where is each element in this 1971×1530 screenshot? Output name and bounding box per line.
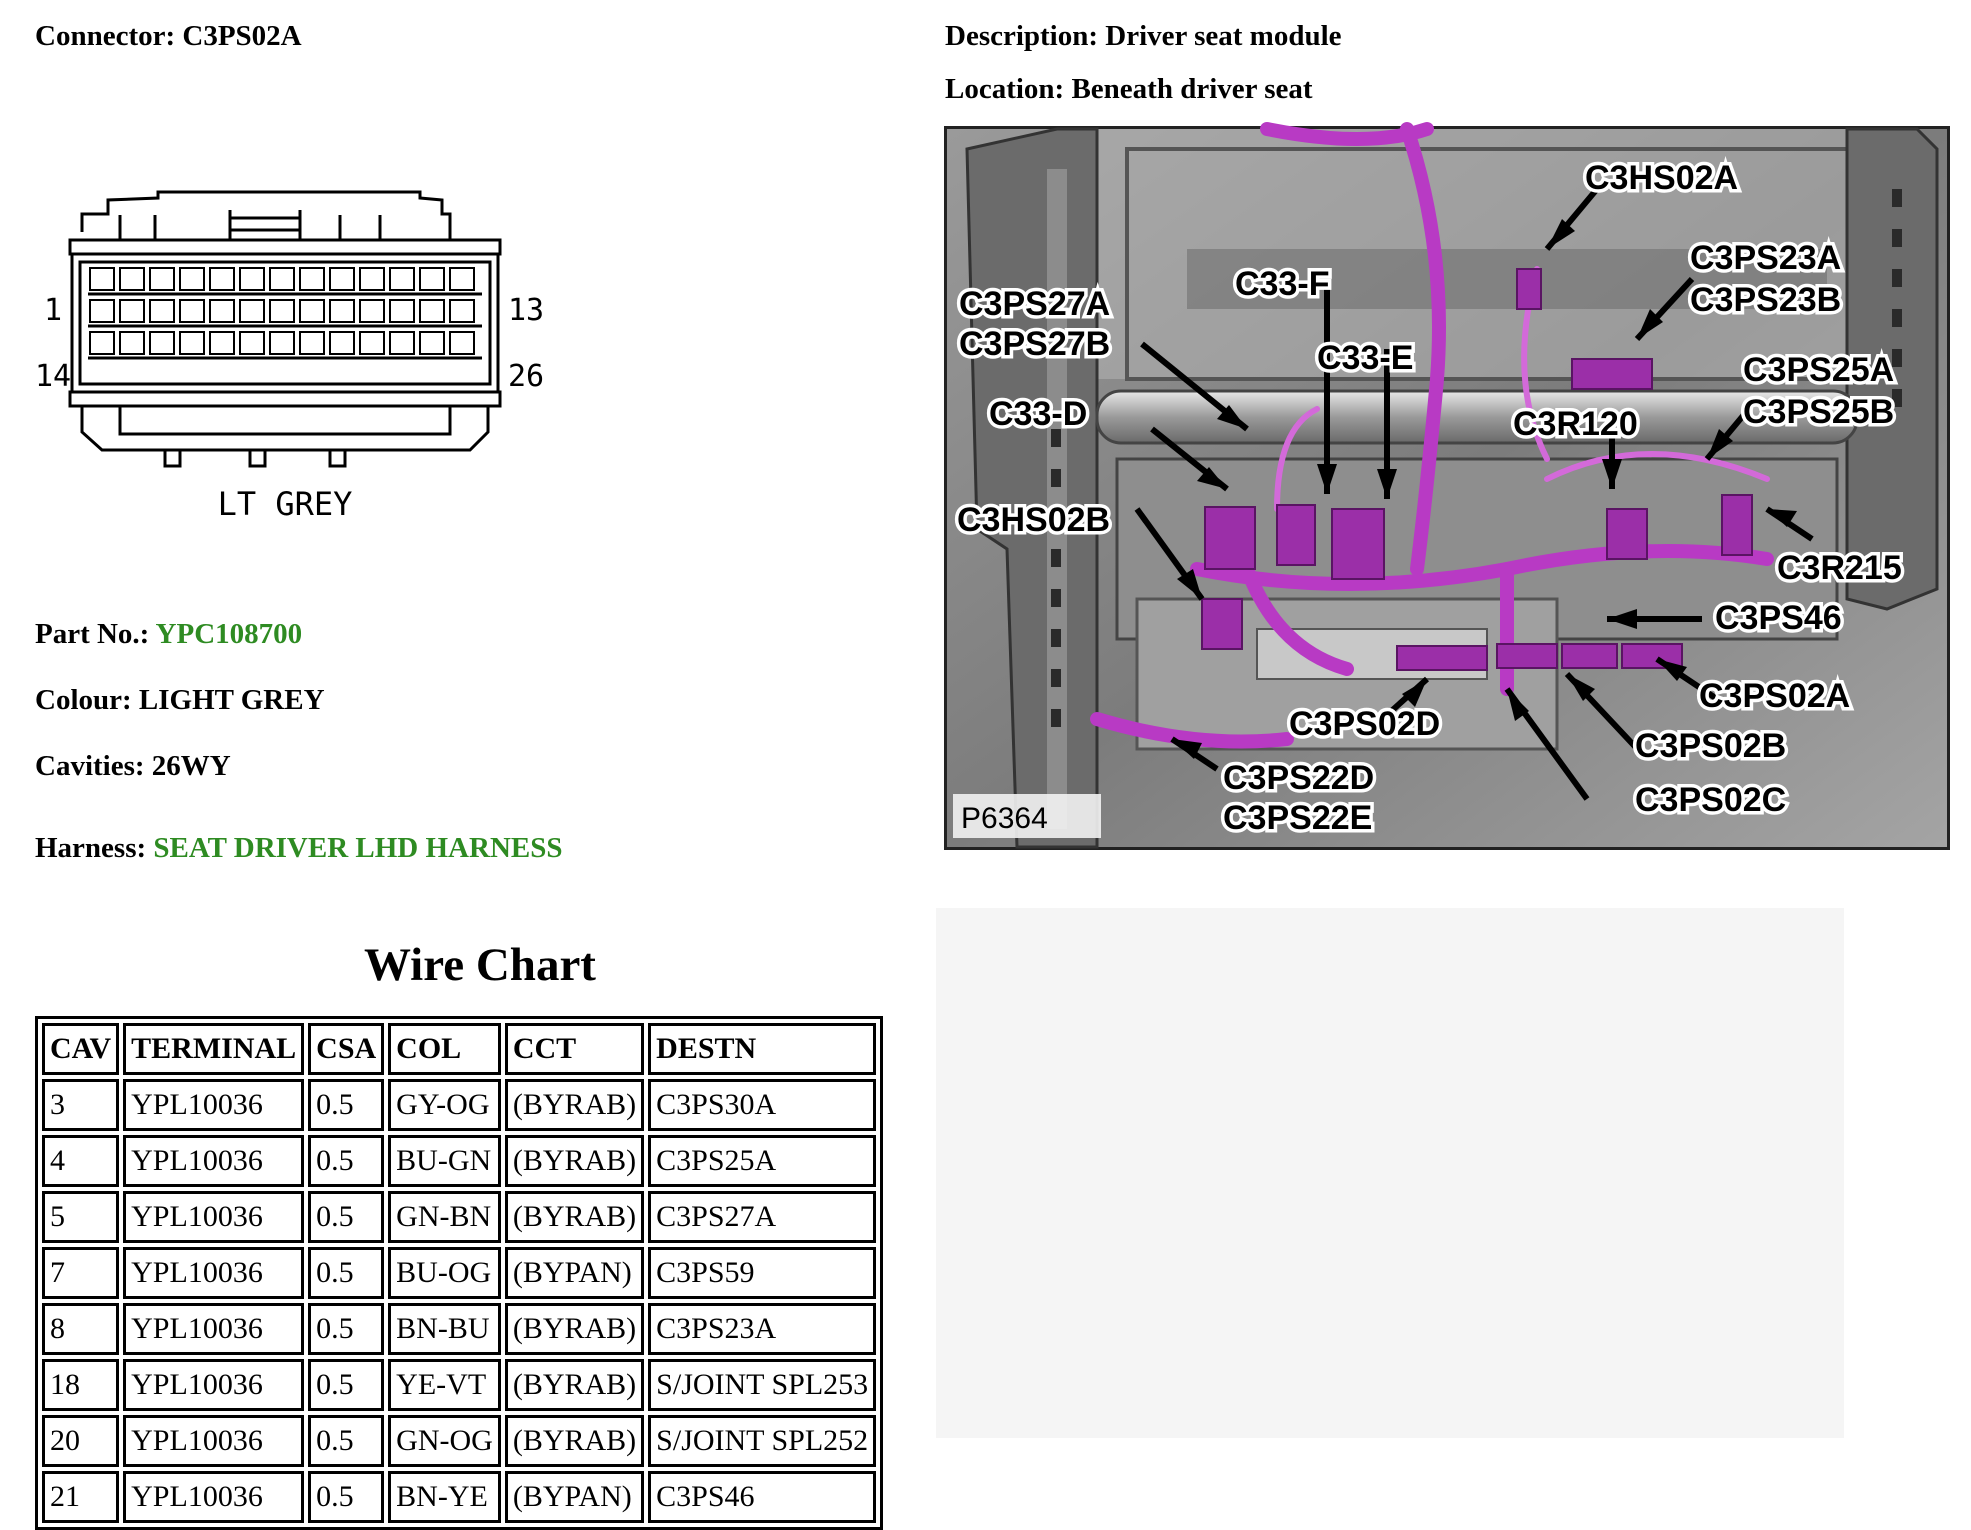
table-row: [42, 1135, 876, 1187]
cell-terminal: YPL10036: [123, 1247, 304, 1299]
cell-csa: 0.5: [308, 1247, 384, 1299]
table-row: [42, 1303, 876, 1355]
description-value: Driver seat module: [1105, 20, 1342, 52]
cavity-cell: [450, 300, 474, 322]
column-header-col: COL: [388, 1023, 501, 1075]
wire-chart-table: [35, 1016, 883, 1530]
callout-c3ps27b: C3PS27B: [959, 325, 1111, 363]
callout-c3r120: C3R120: [1513, 405, 1638, 443]
table-row: [42, 1191, 876, 1243]
cell-terminal: YPL10036: [123, 1079, 304, 1131]
photo-code: P6364: [961, 802, 1048, 835]
callout-c3ps25a: C3PS25A: [1743, 351, 1895, 389]
callout-c3hs02a: C3HS02A: [1585, 159, 1739, 197]
cavity-cell: [420, 300, 444, 322]
cavity-cell: [390, 300, 414, 322]
callout-c3ps02d: C3PS02D: [1289, 705, 1441, 743]
cavity-cell: [120, 300, 144, 322]
cavities-line: [35, 750, 231, 783]
cavity-cell: [210, 300, 234, 322]
cell-cav: 5: [42, 1191, 119, 1243]
callout-c3hs02b: C3HS02B: [957, 501, 1111, 539]
cell-destn: C3PS27A: [648, 1191, 876, 1243]
table-row: [42, 1359, 876, 1411]
callout-c3ps23b: C3PS23B: [1690, 281, 1842, 319]
callout-c3ps02a: C3PS02A: [1699, 677, 1851, 715]
harness-line: [35, 832, 562, 865]
cavity-cell: [300, 332, 324, 354]
cell-terminal: YPL10036: [123, 1471, 304, 1523]
cell-col: BU-OG: [388, 1247, 501, 1299]
cavity-cell: [300, 268, 324, 290]
cavity-cell: [360, 300, 384, 322]
cavity-cell: [360, 332, 384, 354]
cavities-value: 26WY: [151, 750, 231, 782]
cell-destn: C3PS23A: [648, 1303, 876, 1355]
part-number-link[interactable]: YPC108700: [155, 618, 303, 650]
cavity-cell: [300, 300, 324, 322]
cavity-cell: [270, 332, 294, 354]
cavity-cell: [210, 332, 234, 354]
wire-chart-title: Wire Chart: [364, 939, 596, 991]
cavity-cell: [90, 332, 114, 354]
cell-csa: 0.5: [308, 1135, 384, 1187]
description-line: [945, 20, 1342, 53]
cavity-cell: [240, 332, 264, 354]
harness-label: Harness:: [35, 832, 147, 864]
cavity-cell: [150, 300, 174, 322]
table-row: [42, 1415, 876, 1467]
column-header-cav: CAV: [42, 1023, 119, 1075]
cavity-cell: [270, 268, 294, 290]
cell-cct: (BYRAB): [505, 1079, 644, 1131]
connector-line: [35, 20, 302, 53]
cavity-cell: [330, 332, 354, 354]
cell-cav: 18: [42, 1359, 119, 1411]
cell-csa: 0.5: [308, 1415, 384, 1467]
cavity-cell: [90, 268, 114, 290]
location-label: Location:: [945, 73, 1065, 105]
callout-c3ps25b: C3PS25B: [1743, 393, 1895, 431]
cavity-cell: [120, 332, 144, 354]
callout-c3r215: C3R215: [1777, 549, 1902, 587]
cavity-cell: [90, 300, 114, 322]
cavity-cell: [330, 300, 354, 322]
cell-col: BU-GN: [388, 1135, 501, 1187]
pin-label-1: 1: [44, 293, 63, 328]
colour-label: Colour:: [35, 684, 132, 716]
cavity-cell: [150, 332, 174, 354]
blank-panel: [936, 908, 1844, 1438]
cavity-cell: [360, 268, 384, 290]
cell-cct: (BYRAB): [505, 1415, 644, 1467]
table-row: [42, 1079, 876, 1131]
connector-label: Connector:: [35, 20, 176, 52]
cell-cav: 21: [42, 1471, 119, 1523]
cell-terminal: YPL10036: [123, 1191, 304, 1243]
cell-destn: C3PS46: [648, 1471, 876, 1523]
cavity-cell: [420, 332, 444, 354]
cell-cav: 3: [42, 1079, 119, 1131]
column-header-terminal: TERMINAL: [123, 1023, 304, 1075]
cell-cav: 7: [42, 1247, 119, 1299]
cell-cct: (BYRAB): [505, 1359, 644, 1411]
callout-c3ps02b: C3PS02B: [1635, 727, 1787, 765]
callout-c33-d: C33-D: [989, 395, 1088, 433]
harness-link[interactable]: SEAT DRIVER LHD HARNESS: [153, 832, 563, 864]
cavity-cell: [210, 268, 234, 290]
cell-csa: 0.5: [308, 1303, 384, 1355]
location-value: Beneath driver seat: [1071, 73, 1313, 105]
cell-destn: C3PS30A: [648, 1079, 876, 1131]
cavity-cell: [180, 332, 204, 354]
pin-label-26: 26: [508, 359, 545, 394]
cell-destn: S/JOINT SPL252: [648, 1415, 876, 1467]
callout-c3ps23a: C3PS23A: [1690, 239, 1842, 277]
column-header-destn: DESTN: [648, 1023, 876, 1075]
cavity-cell: [180, 268, 204, 290]
description-label: Description:: [945, 20, 1099, 52]
cavity-cell: [330, 268, 354, 290]
cell-cct: (BYPAN): [505, 1247, 644, 1299]
cell-col: BN-BU: [388, 1303, 501, 1355]
cavity-cell: [390, 268, 414, 290]
cell-csa: 0.5: [308, 1079, 384, 1131]
callout-c33-f: C33-F: [1235, 265, 1330, 303]
cavity-cell: [120, 268, 144, 290]
cavity-cell: [240, 300, 264, 322]
callout-c33-e: C33-E: [1317, 339, 1414, 377]
cell-col: GN-OG: [388, 1415, 501, 1467]
cell-col: GY-OG: [388, 1079, 501, 1131]
cell-terminal: YPL10036: [123, 1415, 304, 1467]
connector-value: C3PS02A: [182, 20, 302, 52]
cell-destn: C3PS59: [648, 1247, 876, 1299]
cell-terminal: YPL10036: [123, 1359, 304, 1411]
cavity-cell: [450, 332, 474, 354]
cell-col: YE-VT: [388, 1359, 501, 1411]
cavity-cell: [420, 268, 444, 290]
callout-c3ps27a: C3PS27A: [959, 285, 1111, 323]
location-photo: [944, 126, 1950, 850]
cell-destn: S/JOINT SPL253: [648, 1359, 876, 1411]
wire-chart-header-row: [42, 1023, 876, 1075]
connector-pinout-diagram: [30, 170, 545, 540]
cell-col: GN-BN: [388, 1191, 501, 1243]
cell-cav: 20: [42, 1415, 119, 1467]
connector-color-label: LT GREY: [217, 485, 353, 523]
pin-label-13: 13: [508, 293, 545, 328]
column-header-cct: CCT: [505, 1023, 644, 1075]
location-line: [945, 73, 1313, 106]
pin-label-14: 14: [35, 359, 72, 394]
cell-cav: 4: [42, 1135, 119, 1187]
cavity-cell: [240, 268, 264, 290]
cavity-cell: [390, 332, 414, 354]
cavities-label: Cavities:: [35, 750, 145, 782]
cell-cct: (BYPAN): [505, 1471, 644, 1523]
cell-cct: (BYRAB): [505, 1135, 644, 1187]
cavity-cell: [150, 268, 174, 290]
colour-value: LIGHT GREY: [138, 684, 325, 716]
cavity-cell: [450, 268, 474, 290]
callout-c3ps22e: C3PS22E: [1223, 799, 1373, 837]
cell-col: BN-YE: [388, 1471, 501, 1523]
callout-c3ps46: C3PS46: [1715, 599, 1842, 637]
colour-line: [35, 684, 325, 717]
cell-terminal: YPL10036: [123, 1135, 304, 1187]
cell-cav: 8: [42, 1303, 119, 1355]
table-row: [42, 1471, 876, 1523]
part-label: Part No.:: [35, 618, 150, 650]
cavity-cell: [180, 300, 204, 322]
callout-c3ps22d: C3PS22D: [1223, 759, 1375, 797]
cell-destn: C3PS25A: [648, 1135, 876, 1187]
part-number-line: [35, 618, 302, 651]
callout-c3ps02c: C3PS02C: [1635, 781, 1787, 819]
column-header-csa: CSA: [308, 1023, 384, 1075]
cell-cct: (BYRAB): [505, 1191, 644, 1243]
cell-csa: 0.5: [308, 1191, 384, 1243]
cell-terminal: YPL10036: [123, 1303, 304, 1355]
cell-csa: 0.5: [308, 1359, 384, 1411]
table-row: [42, 1247, 876, 1299]
cell-csa: 0.5: [308, 1471, 384, 1523]
cavity-cell: [270, 300, 294, 322]
cell-cct: (BYRAB): [505, 1303, 644, 1355]
